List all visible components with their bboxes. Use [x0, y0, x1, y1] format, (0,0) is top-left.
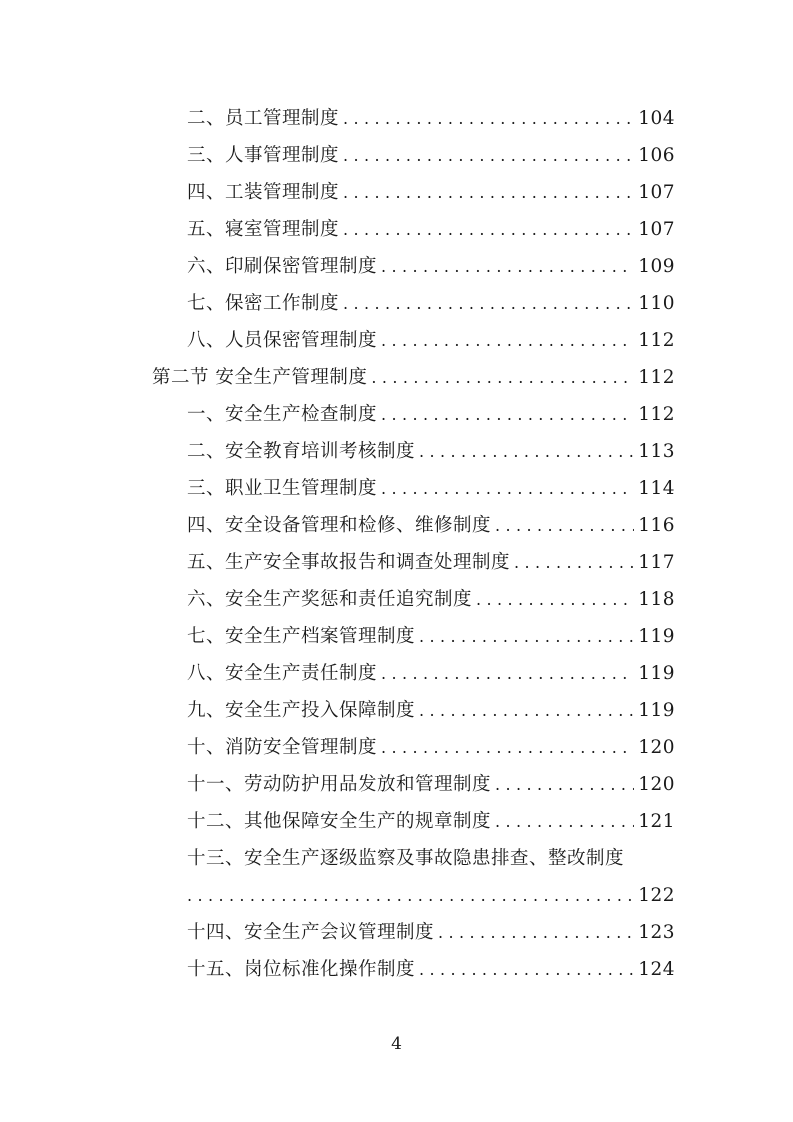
toc-entry-title: 八、安全生产责任制度	[187, 663, 378, 684]
toc-entry[interactable]	[187, 729, 675, 766]
toc-entry-page: 121	[638, 811, 675, 832]
toc-entry-continuation[interactable]	[187, 877, 675, 914]
toc-leader-dots	[495, 507, 634, 544]
toc-entry-title: 十一、劳动防护用品发放和管理制度	[187, 774, 492, 795]
toc-entry[interactable]	[187, 137, 675, 174]
toc-leader-dots	[419, 692, 634, 729]
toc-leader-dots	[419, 618, 634, 655]
toc-entry-page: 113	[638, 441, 675, 462]
toc-leader-dots	[381, 396, 634, 433]
toc-entry[interactable]	[187, 100, 675, 137]
toc-entry-title: 九、安全生产投入保障制度	[187, 700, 416, 721]
toc-leader-dots	[343, 211, 634, 248]
toc-entry-title: 六、印刷保密管理制度	[187, 256, 378, 277]
toc-entry-title: 四、工装管理制度	[187, 182, 340, 203]
toc-entry-page: 119	[638, 700, 675, 721]
toc-entry-page: 112	[638, 404, 675, 425]
toc-entry-page: 112	[638, 367, 675, 388]
toc-entry[interactable]	[187, 840, 675, 877]
toc-section-entry[interactable]	[152, 359, 675, 396]
toc-entry-page: 124	[638, 959, 675, 980]
toc-entry-title: 七、安全生产档案管理制度	[187, 626, 416, 647]
toc-entry-title: 十、消防安全管理制度	[187, 737, 378, 758]
toc-entry-title: 七、保密工作制度	[187, 293, 340, 314]
toc-entry[interactable]	[187, 211, 675, 248]
toc-entry-page: 123	[638, 922, 675, 943]
toc-leader-dots	[495, 803, 634, 840]
toc-entry[interactable]	[187, 914, 675, 951]
toc-entry[interactable]	[187, 618, 675, 655]
toc-entry[interactable]	[187, 951, 675, 988]
toc-entry[interactable]	[187, 766, 675, 803]
toc-entry[interactable]	[187, 433, 675, 470]
toc-entry[interactable]	[187, 396, 675, 433]
toc-entry[interactable]	[187, 581, 675, 618]
toc-entry-title: 三、人事管理制度	[187, 145, 340, 166]
toc-leader-dots	[476, 581, 634, 618]
toc-leader-dots	[381, 470, 634, 507]
toc-entry-page: 109	[638, 256, 675, 277]
toc-leader-dots	[438, 914, 634, 951]
toc-entry-title: 十二、其他保障安全生产的规章制度	[187, 811, 492, 832]
toc-entry-title: 五、生产安全事故报告和调查处理制度	[187, 552, 511, 573]
toc-entry-page: 118	[638, 589, 675, 610]
toc-leader-dots	[419, 433, 634, 470]
toc-entry-page: 112	[638, 330, 675, 351]
page-number: 4	[391, 1034, 402, 1054]
toc-entry[interactable]	[187, 470, 675, 507]
toc-entry-title: 四、安全设备管理和检修、维修制度	[187, 515, 492, 536]
toc-entry-title: 一、安全生产检查制度	[187, 404, 378, 425]
toc-entry[interactable]	[187, 803, 675, 840]
toc-leader-dots	[187, 877, 634, 914]
toc-leader-dots	[381, 248, 634, 285]
toc-entry[interactable]	[187, 655, 675, 692]
toc-entry-title: 十四、安全生产会议管理制度	[187, 922, 435, 943]
toc-entry[interactable]	[187, 248, 675, 285]
toc-entry-page: 107	[638, 219, 675, 240]
toc-entry-page: 106	[638, 145, 675, 166]
toc-leader-dots	[495, 766, 634, 803]
toc-leader-dots	[419, 951, 634, 988]
toc-entry-title: 五、寝室管理制度	[187, 219, 340, 240]
toc-entry-title: 十五、岗位标准化操作制度	[187, 959, 416, 980]
toc-entry-page: 114	[638, 478, 675, 499]
toc-entry-page: 120	[638, 737, 675, 758]
toc-entry-title: 三、职业卫生管理制度	[187, 478, 378, 499]
toc-leader-dots	[371, 359, 634, 396]
toc-leader-dots	[381, 729, 634, 766]
toc-leader-dots	[381, 322, 634, 359]
toc-leader-dots	[514, 544, 634, 581]
toc-entry-title: 二、安全教育培训考核制度	[187, 441, 416, 462]
toc-entry-page: 110	[638, 293, 675, 314]
toc-entry-page: 117	[638, 552, 675, 573]
toc-entry-page: 119	[638, 663, 675, 684]
toc-entry-title: 八、人员保密管理制度	[187, 330, 378, 351]
toc-entry[interactable]	[187, 544, 675, 581]
toc-leader-dots	[343, 285, 634, 322]
toc-entry-page: 119	[638, 626, 675, 647]
toc-leader-dots	[343, 137, 634, 174]
toc-entry[interactable]	[187, 174, 675, 211]
toc-entry-page: 116	[638, 515, 675, 536]
toc-entry[interactable]	[187, 322, 675, 359]
toc-entry-page: 107	[638, 182, 675, 203]
toc-entry-title: 第二节 安全生产管理制度	[152, 367, 368, 388]
toc-entry[interactable]	[187, 507, 675, 544]
toc-entry[interactable]	[187, 692, 675, 729]
toc-entry-page: 120	[638, 774, 675, 795]
toc-leader-dots	[343, 100, 634, 137]
toc-leader-dots	[381, 655, 634, 692]
toc-entry[interactable]	[187, 285, 675, 322]
toc-entry-page: 122	[638, 885, 675, 906]
toc-entry-title: 十三、安全生产逐级监察及事故隐患排查、整改制度	[187, 848, 625, 869]
toc-entry-page: 104	[638, 108, 675, 129]
toc-entry-title: 二、员工管理制度	[187, 108, 340, 129]
toc-leader-dots	[343, 174, 634, 211]
toc-entry-title: 六、安全生产奖惩和责任追究制度	[187, 589, 473, 610]
